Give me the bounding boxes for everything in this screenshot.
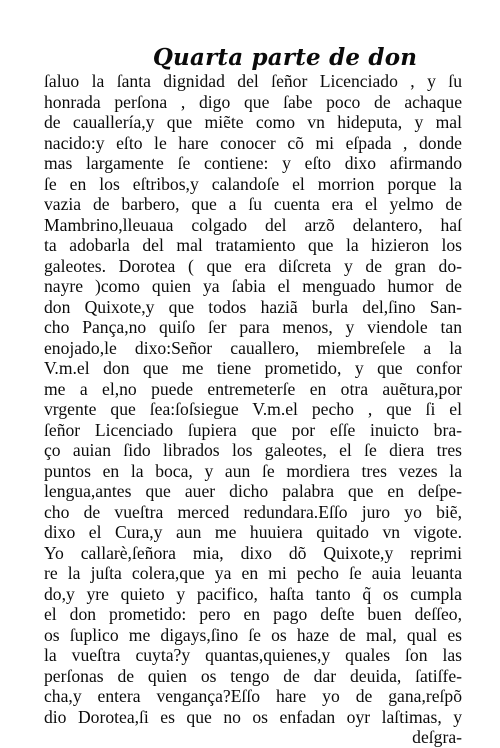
text-line: Yo callarè,ſeñora mia, dixo dõ Quixote,y reprimi <box>44 542 462 563</box>
text-line: el don prometido: pero en pago deſte buen deſſeo, <box>44 604 462 624</box>
text-line: la vueſtra cuyta?y quantas,quienes,y quales ſon las <box>44 645 462 665</box>
text-line: mas largamente ſe contiene: y eſto dixo afirmando <box>44 153 462 173</box>
text-line: perſonas de quien os tengo de dar deuida, ſatiſfe- <box>44 665 462 686</box>
text-line: dio Dorotea,ſi es que no os enfadan oyr laſtimas, y <box>44 706 462 727</box>
text-line: lengua,antes que auer dicho palabra que en deſpe- <box>44 481 462 501</box>
text-line: nayre )como quien ya ſabia el menguado humor de <box>44 276 462 296</box>
text-line: dixo el Cura,y aun me huuiera quitado vn vigote. <box>44 522 462 542</box>
text-line: do,y yre quieto y pacifico, haſta tanto q̃ os cumpla <box>44 583 462 604</box>
text-line: vrgente que ſea:ſoſsiegue V.m.el pecho , que ſi el <box>44 399 462 419</box>
text-line: os ſuplico me digays,ſino ſe os haze de mal, qual es <box>44 624 462 645</box>
text-line: V.m.el don que me tiene prometido, y que confor <box>44 358 462 378</box>
text-line: enojado,le dixo:Señor cauallero, miembreſele a la <box>44 337 462 358</box>
body-text <box>44 71 462 748</box>
text-line: honrada perſona , digo que ſabe poco de achaque <box>44 91 462 112</box>
text-line: me a el,no puede entremeterſe en otra auẽtura,por <box>44 378 462 399</box>
text-line: galeotes. Dorotea ( que era diſcreta y de gran do- <box>44 255 462 276</box>
text-line: ſaluo la ſanta dignidad del ſeñor Licenciado , y ſu <box>44 71 462 91</box>
text-line: ço auian ſido librados los galeotes, el ſe diera tres <box>44 440 462 460</box>
text-line: don Quixote,y que todos haziã burla del,ſino San- <box>44 296 462 317</box>
text-line: ſeñor Licenciado ſupiera que por eſſe inuicto bra- <box>44 419 462 440</box>
catchword: deſgra- <box>412 727 462 747</box>
text-line: de cauallería,y que miẽte como vn hideputa, y mal <box>44 112 462 132</box>
text-line: cho de vueſtra merced redundara.Eſſo juro yo biẽ, <box>44 501 462 522</box>
text-line: cho Pança,no quiſo ſer para menos, y viendole tan <box>44 317 462 337</box>
running-head-text: Quarta parte de don <box>152 44 418 71</box>
running-head <box>0 44 500 71</box>
text-line: ta adobarla del mal tratamiento que la hizieron los <box>44 235 462 255</box>
text-line: cha,y entera vengança?Eſſo hare yo de gana,reſpõ <box>44 686 462 706</box>
text-line: puntos en la boca, y aun ſe mordiera tres vezes la <box>44 460 462 481</box>
text-line: Mambrino,lleuaua colgado del arzõ delantero, haſ <box>44 214 462 235</box>
text-line: re la juſta colera,que ya en mi pecho ſe auia leuanta <box>44 563 462 583</box>
text-line: ſe en los eſtribos,y calandoſe el morrion porque la <box>44 173 462 194</box>
text-line: vazia de barbero, que a ſu cuenta era el yelmo de <box>44 194 462 214</box>
text-line: nacido:y eſto le hare conocer cõ mi eſpada , donde <box>44 132 462 153</box>
